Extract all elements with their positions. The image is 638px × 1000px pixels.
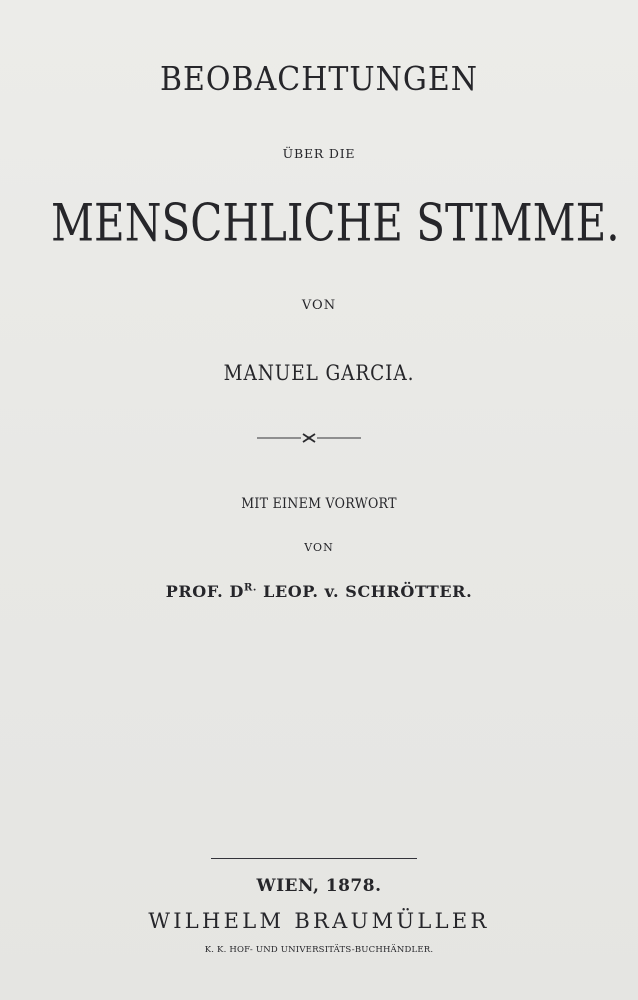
title-line-beobachtungen: BEOBACHTUNGEN xyxy=(159,60,479,99)
foreword-author-prefix: PROF. D xyxy=(165,582,244,601)
foreword-author-degree: R. xyxy=(243,582,257,594)
foreword-label: MIT EINEM VORWORT xyxy=(241,496,397,512)
imprint-rule xyxy=(211,858,417,859)
place-year: WIEN, 1878. xyxy=(256,876,382,896)
publisher-name: WILHELM BRAUMÜLLER xyxy=(148,909,490,933)
main-title: MENSCHLICHE STIMME. xyxy=(51,193,620,253)
ornament-divider xyxy=(257,431,361,445)
title-line-ueber-die: ÜBER DIE xyxy=(282,146,356,161)
author-name: MANUEL GARCIA. xyxy=(223,361,415,385)
by-label: VON xyxy=(301,298,337,313)
foreword-author xyxy=(0,582,638,601)
foreword-by-label: VON xyxy=(304,541,334,554)
foreword-author-rest: LEOP. v. SCHRÖTTER. xyxy=(256,582,473,601)
publisher-title: K. K. HOF- UND UNIVERSITÄTS-BUCHHÄNDLER. xyxy=(204,945,434,955)
